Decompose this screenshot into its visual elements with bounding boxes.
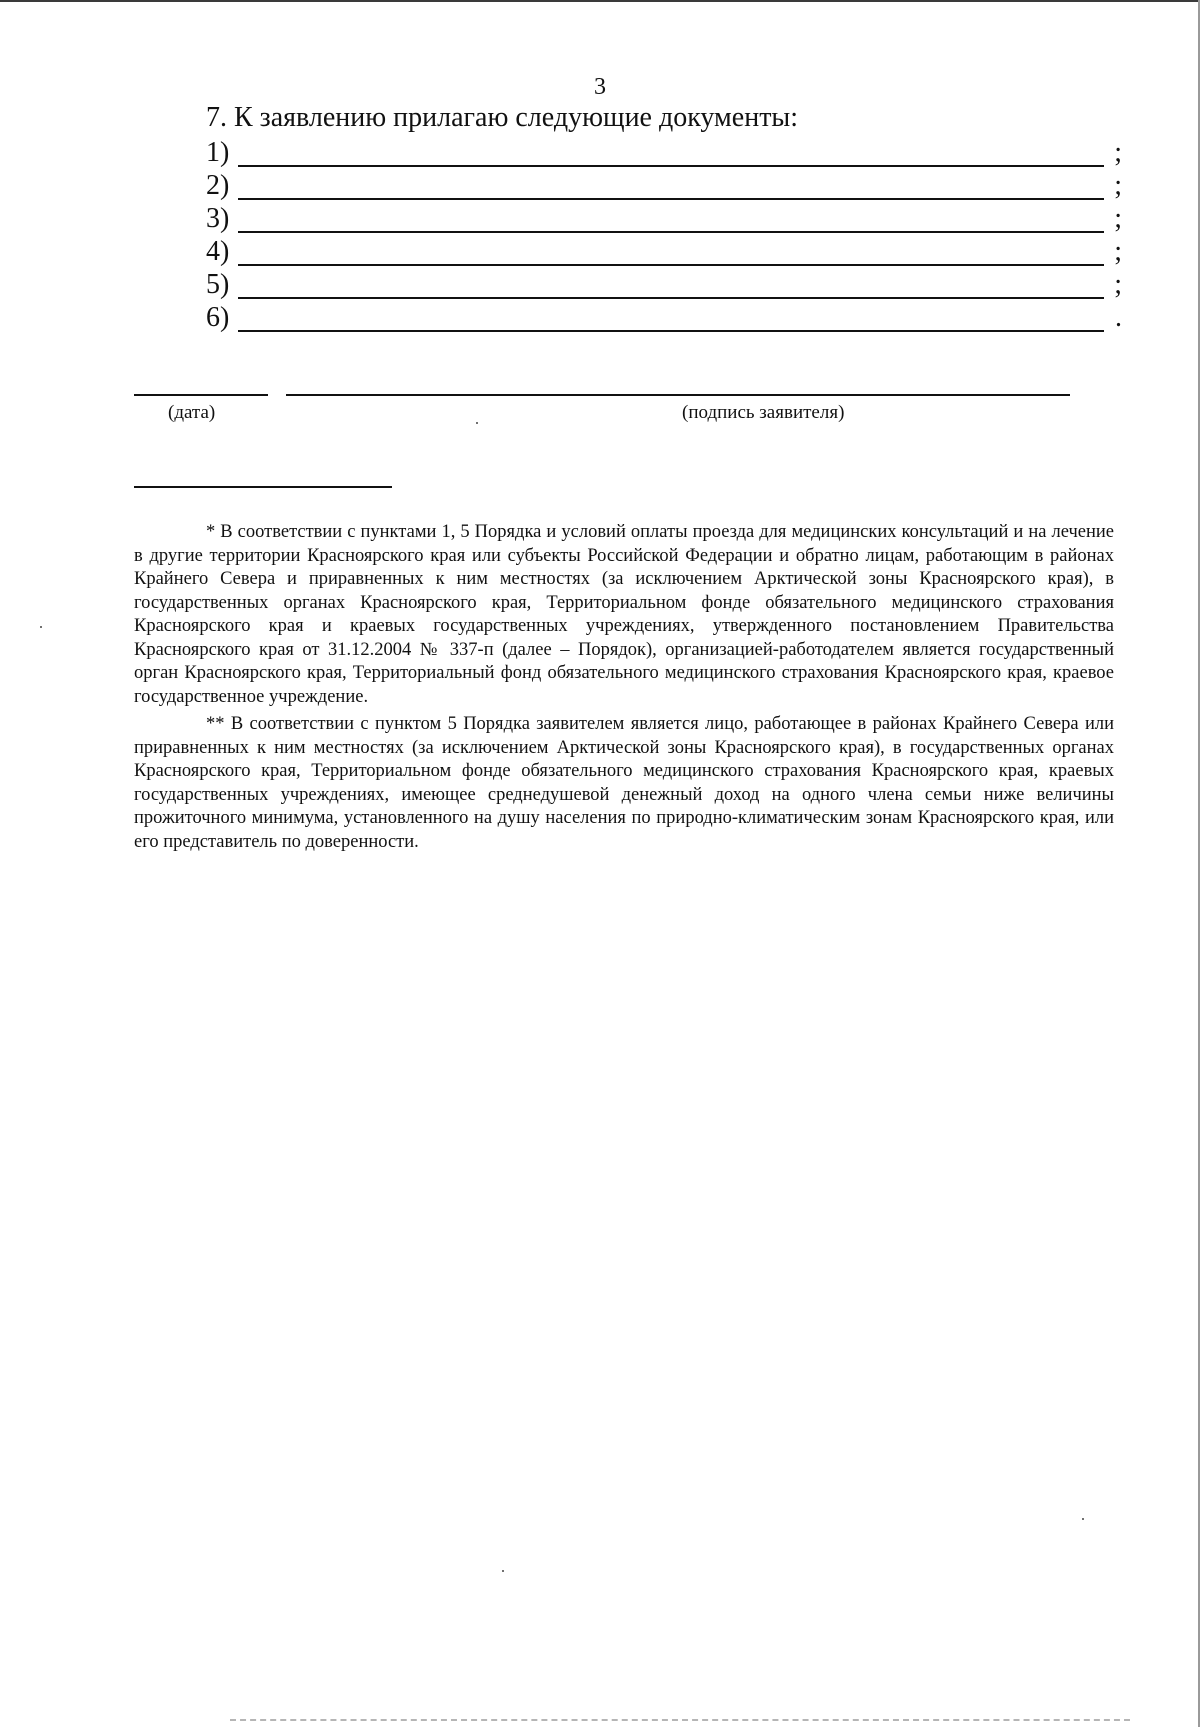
attachment-end-mark: ;	[1114, 269, 1122, 300]
footnote-separator	[134, 486, 392, 488]
attachment-number: 2)	[206, 170, 230, 201]
attachment-number: 6)	[206, 302, 230, 333]
attachment-blank-line[interactable]	[238, 231, 1104, 233]
attachment-blank-line[interactable]	[238, 297, 1104, 299]
attachment-blank-line[interactable]	[238, 330, 1104, 332]
attachment-row-4	[206, 237, 1126, 271]
footnotes	[134, 521, 1114, 858]
section-heading: 7. К заявлению прилагаю следующие документы:	[206, 102, 799, 133]
attachment-row-3	[206, 204, 1126, 238]
scan-speck	[502, 1570, 504, 1572]
attachment-end-mark: ;	[1114, 170, 1122, 201]
signature-label: (подпись заявителя)	[682, 402, 845, 423]
scan-edge-bottom	[230, 1719, 1130, 1721]
attachment-end-mark: ;	[1114, 203, 1122, 234]
attachment-end-mark: .	[1115, 302, 1122, 333]
scan-edge-top	[0, 0, 1200, 2]
attachment-number: 1)	[206, 137, 230, 168]
date-label: (дата)	[168, 402, 216, 423]
scan-speck	[476, 422, 478, 424]
signature-block	[134, 394, 1074, 434]
attachment-row-2	[206, 171, 1126, 205]
scan-speck	[1082, 1518, 1084, 1520]
page-number: 3	[594, 74, 606, 100]
attachment-number: 3)	[206, 203, 230, 234]
attachment-blank-line[interactable]	[238, 264, 1104, 266]
attachment-blank-line[interactable]	[238, 198, 1104, 200]
attachment-row-5	[206, 270, 1126, 304]
attachment-end-mark: ;	[1114, 236, 1122, 267]
attachment-number: 4)	[206, 236, 230, 267]
attachment-end-mark: ;	[1114, 137, 1122, 168]
attachment-number: 5)	[206, 269, 230, 300]
scan-speck	[40, 626, 42, 628]
attachment-blank-line[interactable]	[238, 165, 1104, 167]
footnote-1: * В соответствии с пунктами 1, 5 Порядка и условий оплаты проезда для медицинских консультаций и на лечение в другие территории Красноярского края или субъекты Российской Федерации и обратно лицам, работающим в районах Крайнего Севера и приравненных к ним местностях (за исключением Арктической зоны Красноярского края), в государственных органах Красноярского края, Территориальном фонде обязательного медицинского страхования Красноярского края и краевых государственных учреждениях, утвержденного постановлением Правительства Красноярского края от 31.12.2004 № 337-п (далее – Порядок), организацией-работодателем является государственный орган Красноярского края, Территориальный фонд обязательного медицинского страхования Красноярского края, краевое государственное учреждение.	[134, 522, 1114, 707]
signature-line[interactable]	[286, 394, 1070, 396]
footnote-2: ** В соответствии с пунктом 5 Порядка заявителем является лицо, работающее в районах Крайнего Севера или приравненных к ним местностях (за исключением Арктической зоны Красноярского края), в государственных органах Красноярского края, Территориальном фонде обязательного медицинского страхования Красноярского края, краевых государственных учреждениях, имеющее среднедушевой денежный доход на одного члена семьи ниже величины прожиточного минимума, установленного на душу населения по природно-климатическим зонам Красноярского края, или его представитель по доверенности.	[134, 714, 1114, 852]
attachment-row-6	[206, 303, 1126, 337]
attachment-row-1	[206, 138, 1126, 172]
date-line[interactable]	[134, 394, 268, 396]
